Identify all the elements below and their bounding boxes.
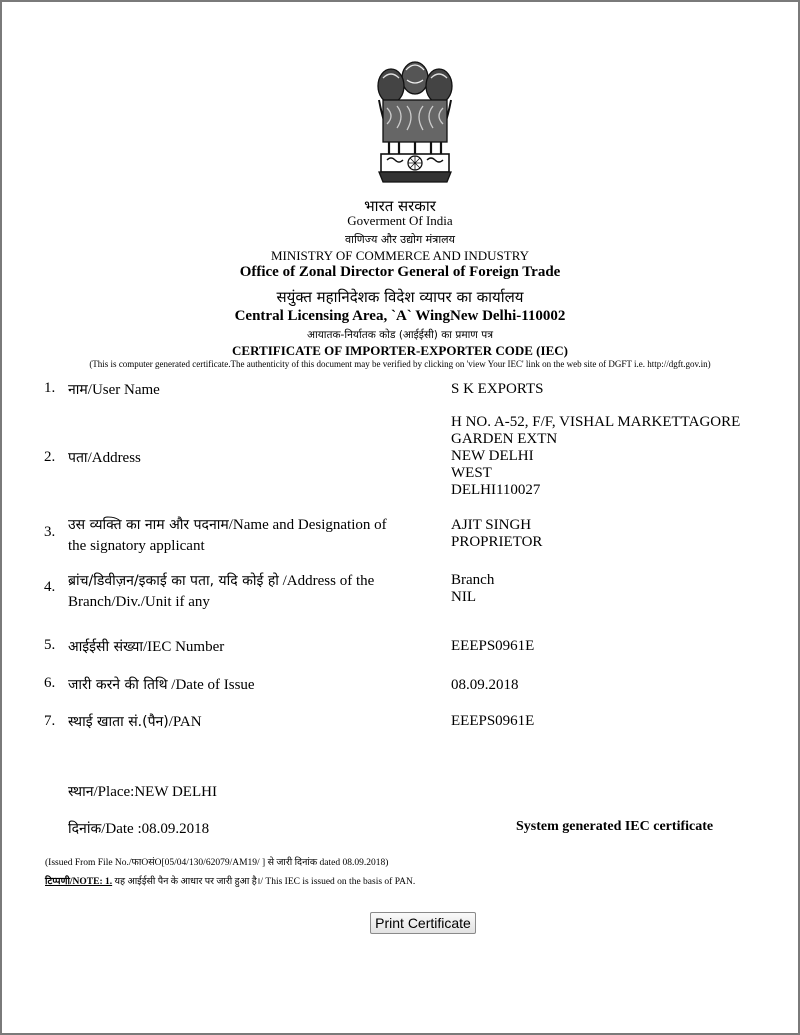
place-label-hindi: स्थान <box>68 784 94 800</box>
row-label-hindi: नाम <box>68 382 88 398</box>
date-line <box>68 819 209 838</box>
authenticity-disclaimer: (This is computer generated certificate.The authenticity of this document may be verified by clicking on 'view Your IEC' link on the web site of DGFT i.e. http://dgft.gov.in) <box>89 359 711 369</box>
hindi-govt-text: भारत सरकार <box>364 197 436 215</box>
row-label <box>68 675 438 696</box>
date-label-hindi: दिनांक <box>68 821 102 837</box>
row-label-hindi: पता <box>68 450 88 466</box>
row-label-english: /Date of Issue <box>167 677 255 693</box>
place-value: /Place:NEW DELHI <box>93 784 217 800</box>
iec-number-value: EEEPS0961E <box>451 638 535 654</box>
issue-date-value: 08.09.2018 <box>451 677 519 693</box>
system-generated-label: System generated IEC certificate <box>516 819 714 834</box>
issued-from-file: (Issued From File No./फाOसंO[05/04/130/62079/AM19/ ] से जारी दिनांक dated 08.09.2018) <box>45 858 389 868</box>
row-number: 1. <box>44 380 56 396</box>
row-label-hindi: आईईसी संख्या <box>68 639 143 655</box>
row-label-hindi: उस व्यक्ति का नाम और पदनाम <box>68 517 229 533</box>
signatory-value: AJIT SINGH PROPRIETOR <box>451 517 543 550</box>
row-label-hindi: स्थाई खाता सं.(पैन) <box>68 714 169 730</box>
row-label-continuation: the signatory applicant <box>68 538 205 554</box>
address-value: H NO. A-52, F/F, VISHAL MARKETTAGORE GARDEN EXTN NEW DELHI WEST DELHI110027 <box>451 414 741 498</box>
note-label: टिप्पणी/NOTE: 1. <box>45 877 113 887</box>
note-text: यह आईईसी पैन के आधार पर जारी हुआ है।/ This IEC is issued on the basis of PAN. <box>112 877 416 887</box>
row-label <box>68 712 438 733</box>
licensing-area: Central Licensing Area, `A` WingNew Delhi-110002 <box>234 308 566 324</box>
row-number: 6. <box>44 675 56 691</box>
row-label-english: /Address of the <box>278 573 375 589</box>
row-label-hindi: ब्रांच/डिवीज़न/इकाई का पता, यदि कोई हो <box>68 573 279 589</box>
row-label <box>68 448 438 469</box>
note-line <box>45 874 415 887</box>
row-label-english: /Name and Designation of <box>228 517 387 533</box>
row-label-continuation: Branch/Div./Unit if any <box>68 594 210 610</box>
row-number: 2. <box>44 449 56 465</box>
place-line <box>68 782 217 801</box>
user-name-value: S K EXPORTS <box>451 381 544 397</box>
row-label <box>68 515 438 557</box>
hindi-ministry-text: वाणिज्य और उद्योग मंत्रालय <box>344 233 456 246</box>
hindi-office-text: सयुंक्त महानिदेशक विदेश व्यापर का कार्यालय <box>276 288 524 306</box>
print-certificate-button[interactable]: Print Certificate <box>370 912 476 934</box>
row-label-hindi: जारी करने की तिथि <box>68 677 168 693</box>
certificate-title: CERTIFICATE OF IMPORTER-EXPORTER CODE (IEC) <box>232 343 568 358</box>
row-label-english: /Address <box>87 450 141 466</box>
row-label-english: /IEC Number <box>143 639 225 655</box>
govt-name: Goverment Of India <box>347 213 453 228</box>
date-value: /Date :08.09.2018 <box>101 821 210 837</box>
hindi-cert-title: आयातक-निर्यातक कोड (आईईसी) का प्रमाण पत्र <box>306 329 494 341</box>
office-name: Office of Zonal Director General of Foreign Trade <box>239 264 561 280</box>
pan-value: EEEPS0961E <box>451 713 535 729</box>
row-label <box>68 637 438 658</box>
row-number: 7. <box>44 713 56 729</box>
row-label <box>68 380 438 401</box>
row-label-english: /PAN <box>168 714 202 730</box>
row-number: 4. <box>44 579 56 595</box>
row-number: 3. <box>44 524 56 540</box>
row-label <box>68 571 438 613</box>
ashoka-emblem-icon <box>373 56 457 188</box>
row-label-english: /User Name <box>87 382 160 398</box>
branch-value: Branch NIL <box>451 572 495 605</box>
ministry-name: MINISTRY OF COMMERCE AND INDUSTRY <box>270 248 530 263</box>
row-number: 5. <box>44 637 56 653</box>
